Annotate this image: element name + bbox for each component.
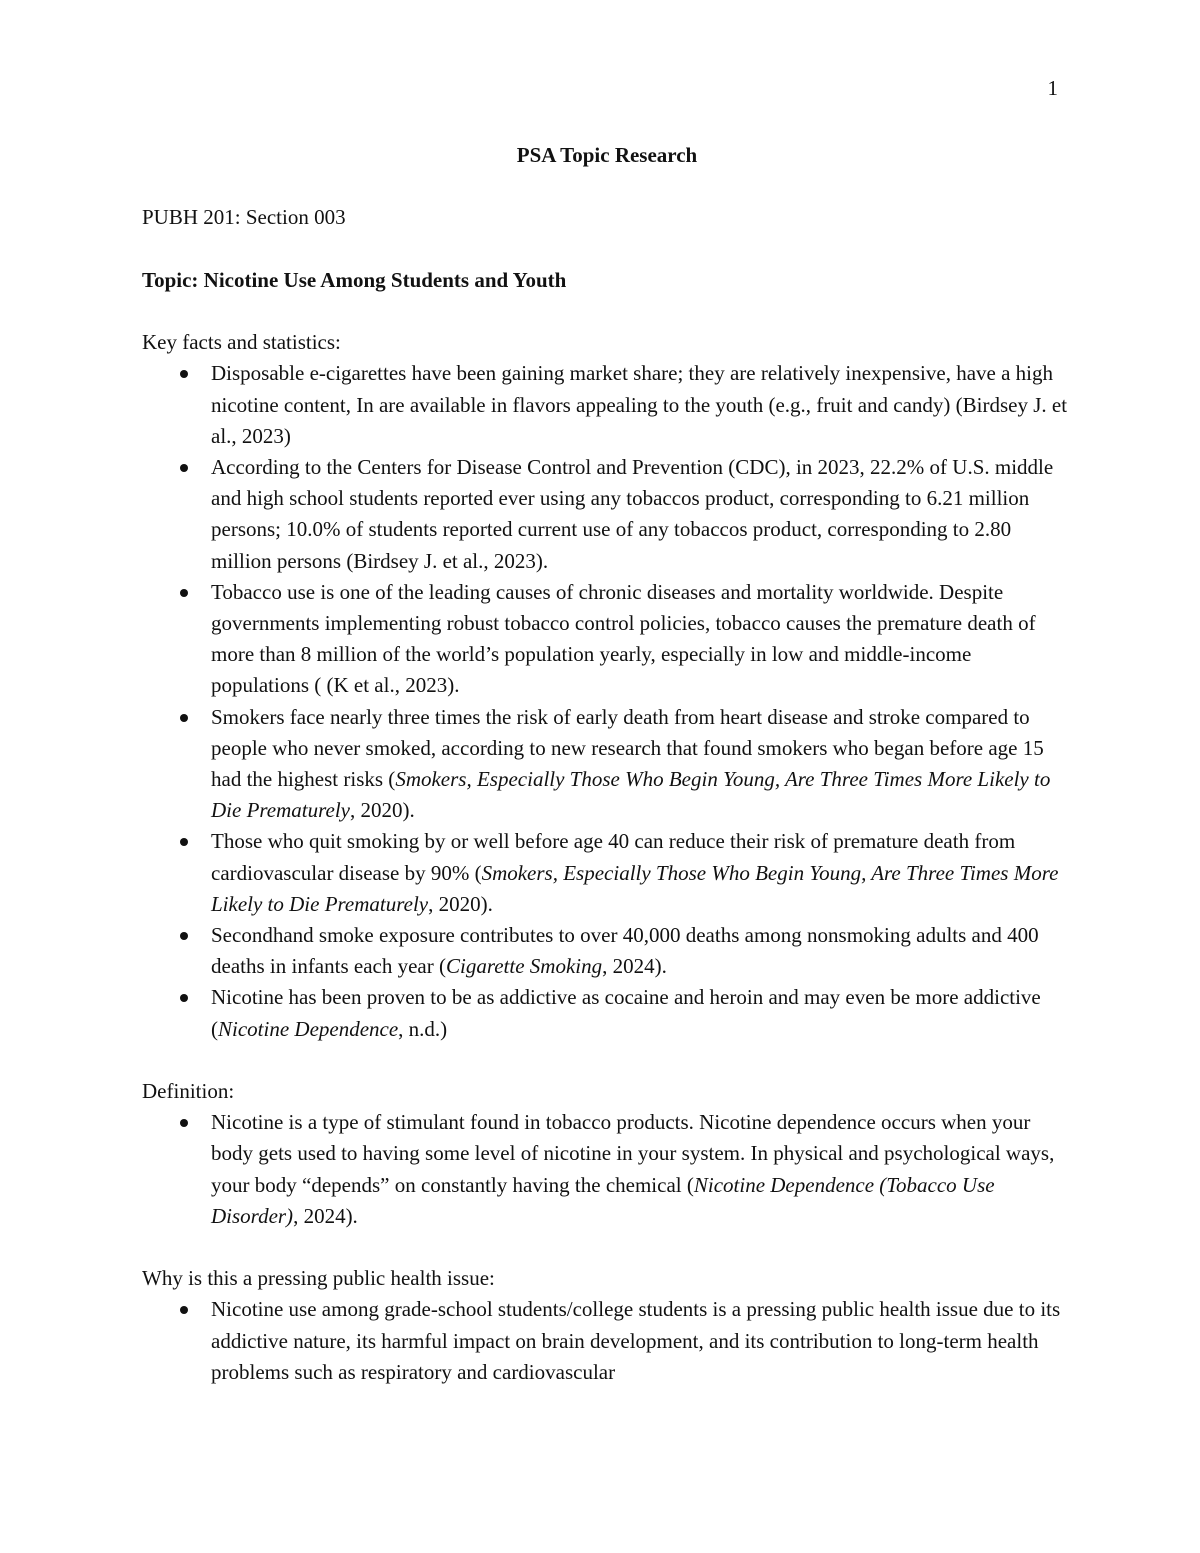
list-item: [142, 452, 1072, 577]
citation-year: , 2020).: [349, 798, 415, 823]
bullet-icon: [180, 932, 188, 940]
bullet-icon: [180, 994, 188, 1002]
pressing-issue-list: [142, 1294, 1072, 1388]
page-number: 1: [1047, 76, 1058, 100]
pressing-issue-heading: Why is this a pressing public health issue:: [142, 1266, 495, 1291]
list-item-text: According to the Centers for Disease Control and Prevention (CDC), in 2023, 22.2% of U.S. middle and high school students reported ever using any tobaccos product, corresponding to 6.21 million persons; 10.0% of students reported current use of any tobaccos product, corresponding to 2.80 million persons (Birdsey J. et al., 2023).: [211, 454, 1054, 573]
citation-title: Nicotine Dependence (Tobacco Use Disorder): [211, 1172, 995, 1228]
list-item: [142, 702, 1072, 827]
list-item-text: Secondhand smoke exposure contributes to over 40,000 deaths among nonsmoking adults and 400 deaths in infants each year (: [211, 923, 1039, 979]
list-item: [142, 920, 1072, 982]
list-item-text: Nicotine use among grade-school students/college students is a pressing public health issue due to its addictive nature, its harmful impact on brain development, and its contribution to long-term health problems such as respiratory and cardiovascular: [211, 1297, 1061, 1384]
citation-title: Smokers, Especially Those Who Begin Young, Are Three Times More Likely to Die Prematurely: [211, 860, 1059, 916]
list-item-text: Nicotine is a type of stimulant found in tobacco products. Nicotine dependence occurs when your body gets used to having some level of nicotine in your system. In physical and psychological ways, your body “depends” on constantly having the chemical (: [211, 1110, 1055, 1197]
list-item-text: Nicotine has been proven to be as addictive as cocaine and heroin and may even be more addictive (: [211, 985, 1041, 1041]
list-item-text: Those who quit smoking by or well before age 40 can reduce their risk of premature death from cardiovascular disease by 90% (: [211, 829, 1016, 885]
citation-year: , 2024).: [293, 1203, 358, 1228]
bullet-icon: [180, 370, 188, 378]
spacer: [142, 234, 1072, 265]
list-item-text: Tobacco use is one of the leading causes of chronic diseases and mortality worldwide. Despite governments implementing robust tobacco control policies, tobacco causes the premature death of more than 8 million of the world’s population yearly, especially in low and middle-income populations ( (K et al., 2023).: [211, 579, 1036, 698]
topic-line: Topic: Nicotine Use Among Students and Youth: [142, 267, 567, 292]
list-item: [142, 1294, 1072, 1388]
bullet-icon: [180, 838, 188, 846]
bullet-icon: [180, 589, 188, 597]
list-item: [142, 826, 1072, 920]
spacer: [142, 296, 1072, 327]
document-body: [142, 140, 1072, 1388]
citation-year: , 2020).: [428, 891, 493, 916]
course-line: PUBH 201: Section 003: [142, 205, 346, 230]
spacer: [142, 1045, 1072, 1076]
citation-title: Smokers, Especially Those Who Begin Young, Are Three Times More Likely to Die Prematurely: [211, 767, 1051, 823]
definition-heading: Definition:: [142, 1079, 235, 1104]
list-item: [142, 1107, 1072, 1232]
key-facts-list: [142, 358, 1072, 1044]
list-item-text: Disposable e-cigarettes have been gaining market share; they are relatively inexpensive, have a high nicotine content, In are available in flavors appealing to the youth (e.g., fruit and candy) (Birdsey J. et al., 2023): [211, 361, 1068, 448]
list-item: [142, 577, 1072, 702]
bullet-icon: [180, 1306, 188, 1314]
bullet-icon: [180, 714, 188, 722]
bullet-icon: [180, 464, 188, 472]
bullet-icon: [180, 1119, 188, 1127]
citation-title: Nicotine Dependence: [218, 1016, 399, 1041]
citation-title: Cigarette Smoking: [445, 954, 603, 979]
definition-list: [142, 1107, 1072, 1232]
list-item: [142, 358, 1072, 452]
document-title: PSA Topic Research: [516, 143, 698, 167]
citation-year: , 2024).: [602, 954, 667, 979]
key-facts-heading: Key facts and statistics:: [142, 330, 341, 355]
spacer: [142, 1232, 1072, 1263]
list-item: [142, 982, 1072, 1044]
list-item-text: Smokers face nearly three times the risk of early death from heart disease and stroke compared to people who never smoked, according to new research that found smokers who began before age 15 had the highest risks (: [211, 704, 1044, 792]
citation-year: , n.d.): [398, 1016, 448, 1041]
